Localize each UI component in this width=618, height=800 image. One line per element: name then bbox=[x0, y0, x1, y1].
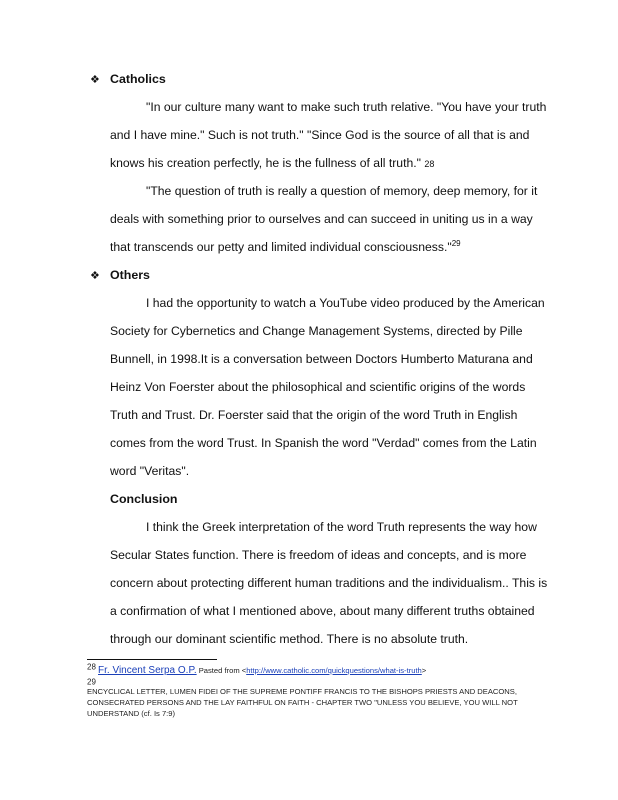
paragraph-line: concern about protecting different human traditions and the individualism.. This is bbox=[110, 576, 548, 590]
footnote-line: UNDERSTAND (cf. Is 7:9) bbox=[87, 709, 176, 718]
paragraph-line: word "Veritas". bbox=[110, 464, 190, 478]
paragraph-line: I think the Greek interpretation of the word Truth represents the way how bbox=[146, 520, 537, 534]
paragraph-line: Bunnell, in 1998.It is a conversation between Doctors Humberto Maturana and bbox=[110, 352, 533, 366]
paragraph-line: Truth and Trust. Dr. Foerster said that the origin of the word Truth in English bbox=[110, 408, 518, 422]
paragraph-line: through our dominant scientific method. There is no absolute truth. bbox=[110, 632, 469, 646]
paragraph-line: Society for Cybernetics and Change Management Systems, directed by Pille bbox=[110, 324, 523, 338]
author-link[interactable]: Fr. Vincent Serpa O.P. bbox=[98, 665, 197, 676]
paragraph-line: a confirmation of what I mentioned above, about many different truths obtained bbox=[110, 604, 535, 618]
pasted-from-text: Pasted from < bbox=[196, 666, 247, 675]
paragraph-line: and I have mine." Such is not truth." "Since God is the source of all that is and bbox=[110, 128, 530, 142]
section-heading-conclusion: Conclusion bbox=[110, 492, 178, 506]
footnote-reference: 29 bbox=[451, 238, 461, 248]
paragraph-line: Heinz Von Foerster about the philosophical and scientific origins of the words bbox=[110, 380, 526, 394]
footnote-28 bbox=[87, 662, 427, 676]
paragraph-line: "The question of truth is really a question of memory, deep memory, for it bbox=[146, 184, 538, 198]
paragraph-line: Secular States function. There is freedom of ideas and concepts, and is more bbox=[110, 548, 527, 562]
footnote-line: ENCYCLICAL LETTER, LUMEN FIDEI OF THE SUPREME PONTIFF FRANCIS TO THE BISHOPS PRIESTS AND DEACONS, bbox=[87, 687, 517, 696]
bracket-close: > bbox=[421, 666, 427, 675]
footnote-reference: 28 bbox=[424, 159, 435, 169]
diamond-bullet-icon: ❖ bbox=[90, 270, 100, 282]
footnote-line: CONSECRATED PERSONS AND THE LAY FAITHFUL ON FAITH - CHAPTER TWO "UNLESS YOU BELIEVE, YOU WILL NOT bbox=[87, 698, 518, 707]
paragraph-line: I had the opportunity to watch a YouTube video produced by the American bbox=[146, 296, 545, 310]
paragraph-line: "In our culture many want to make such truth relative. "You have your truth bbox=[146, 100, 547, 114]
footnote-separator bbox=[87, 659, 217, 660]
paragraph-line: comes from the word Trust. In Spanish the word "Verdad" comes from the Latin bbox=[110, 436, 537, 450]
source-url-link[interactable]: http://www.catholic.com/quickquestions/what-is-truth bbox=[246, 666, 422, 675]
section-heading-others: Others bbox=[110, 268, 150, 282]
footnote-number: 28 bbox=[87, 662, 96, 672]
paragraph-line: deals with something prior to ourselves and can succeed in uniting us in a way bbox=[110, 212, 533, 226]
footnote-number: 29 bbox=[87, 677, 96, 687]
quote-text: that transcends our petty and limited individual consciousness." bbox=[110, 240, 452, 254]
paragraph-line bbox=[110, 156, 434, 170]
quote-text: knows his creation perfectly, he is the fullness of all truth." bbox=[110, 156, 421, 170]
diamond-bullet-icon: ❖ bbox=[90, 74, 100, 86]
paragraph-line bbox=[110, 240, 461, 254]
section-heading-catholics: Catholics bbox=[110, 72, 166, 86]
